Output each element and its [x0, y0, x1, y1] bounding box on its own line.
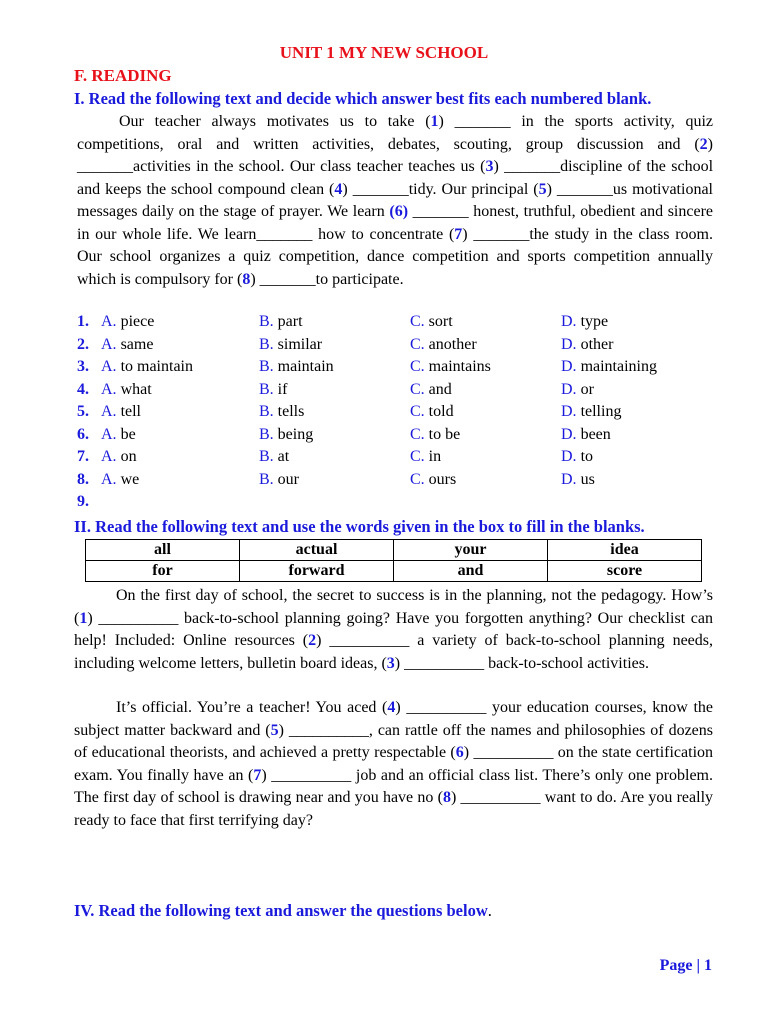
question-row: 1. A. piece B. part C. sort D. type — [77, 313, 609, 330]
word-box-cell: and — [394, 561, 548, 582]
part2-heading: II. Read the following text and use the words given in the box to fill in the blanks. — [74, 517, 645, 536]
word-box-cell: idea — [548, 540, 702, 561]
part1-heading: I. Read the following text and decide which answer best fits each numbered blank. — [74, 89, 652, 108]
part2-paragraph-1: On the first day of school, the secret to success is in the planning, not the pedagogy. How’s (1) __________ back-to-school planning going? Have you forgotten anything? Our checklist can help! Included: Online resources (2) __________ a variety of back-to-school planning needs, including welcome letters, bulletin board ideas, (3) __________ back-to-school activities. — [74, 587, 713, 672]
word-box-cell: actual — [240, 540, 394, 561]
question-row: 4. A. what B. if C. and D. or — [77, 380, 594, 398]
question-row: 9. — [77, 493, 89, 510]
question-row: 6. A. be B. being C. to be D. been — [77, 425, 611, 443]
answer-options — [77, 313, 717, 516]
part2-paragraph-2: It’s official. You’re a teacher! You aced (4) __________ your education courses, know the subject matter backward and (5) __________, can rattle off the names and philosophies of dozens of educational theorists, and achieved a pretty respectable (6) __________ on the state certification exam. You finally have an (7) __________ job and an official class list. There’s only one problem. The first day of school is drawing near and you have no (8) __________ want to do. Are you really ready to face that first terrifying day? — [74, 699, 714, 829]
part1-text: Our teacher always motivates us to take (1) _______ in the sports activity, quiz competitions, oral and written activities, debates, scouting, group discussion and (2) _______activities in the school. Our class teacher teaches us (3) _______discipline of the school and keeps the school compound clean (4) _______tidy. Our principal (5) _______us motivational messages daily on the stage of prayer. We learn (6) _______ honest, truthful, obedient and sincere in our whole life. We learn_______ how to concentrate (7) _______the study in the class room. Our school organizes a quiz competition, dance competition and sports competition annually which is compulsory for (8) _______to participate. — [77, 113, 714, 288]
word-box-cell: all — [86, 540, 240, 561]
question-row: 7. A. on B. at C. in D. to — [77, 448, 594, 465]
word-box-cell: your — [394, 540, 548, 561]
question-row: 2. A. same B. similar C. another D. other — [77, 335, 614, 353]
section-title: F. READING — [74, 66, 172, 85]
page-title: UNIT 1 MY NEW SCHOOL — [279, 43, 489, 62]
question-row: 8. A. we B. our C. ours D. us — [77, 470, 595, 488]
word-box-cell: score — [548, 561, 702, 582]
page-number: Page | 1 — [659, 957, 712, 974]
question-row: 3. A. to maintain B. maintain C. maintains D. maintaining — [77, 358, 657, 375]
part4-heading: IV. Read the following text and answer the questions below. — [74, 901, 492, 920]
word-box — [85, 539, 702, 582]
question-row: 5. A. tell B. tells C. told D. telling — [77, 403, 622, 420]
word-box-cell: for — [86, 561, 240, 582]
word-box-cell: forward — [240, 561, 394, 582]
